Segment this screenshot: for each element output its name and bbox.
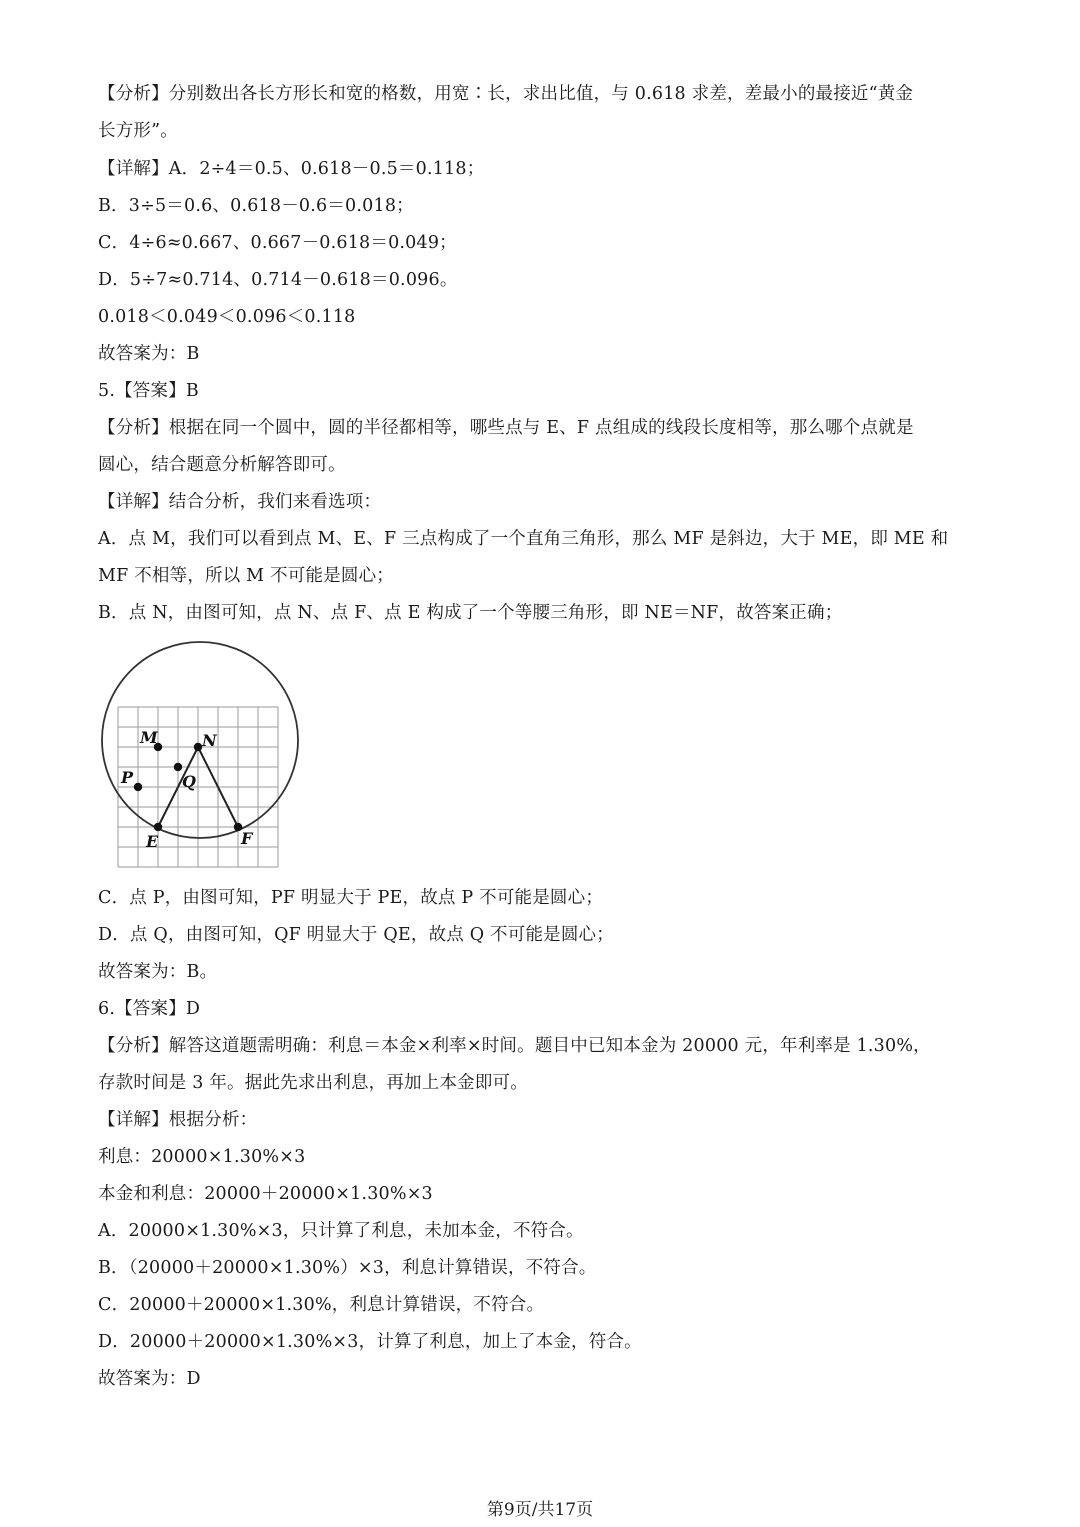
point-p [134,783,142,791]
line-7: 0.018＜0.049＜0.096＜0.118 [98,307,356,327]
line-14: MF 不相等，所以 M 不可能是圆心； [98,566,394,586]
line-5: C．4÷6≈0.667、0.667－0.618＝0.049； [98,233,457,253]
line-25: A．20000×1.30%×3，只计算了利息，未加本金，不符合。 [98,1221,584,1241]
circle [102,642,298,838]
line-1: 【分析】分别数出各长方形长和宽的格数，用宽∶长，求出比值，与 0.618 求差，差最小的最接近“黄金 [98,84,914,104]
line-13: A．点 M，我们可以看到点 M、E、F 三点构成了一个直角三角形，那么 MF 是斜边，大于 ME，即 ME 和 [98,529,949,549]
line-23: 利息：20000×1.30%×3 [98,1147,306,1167]
line-8: 故答案为：B [98,344,200,364]
point-q [174,763,182,771]
label-e: E [146,832,159,851]
label-m: M [140,728,158,747]
line-16: C．点 P，由图可知，PF 明显大于 PE，故点 P 不可能是圆心； [98,888,604,908]
line-10: 【分析】根据在同一个圆中，圆的半径都相等，哪些点与 E、F 点组成的线段长度相等，那么哪个点就是 [98,418,914,438]
line-2: 长方形”。 [98,121,178,141]
line-15: B．点 N，由图可知，点 N、点 F、点 E 构成了一个等腰三角形，即 NE＝NF，故答案正确； [98,603,843,623]
line-3: 【详解】A．2÷4＝0.5、0.618－0.5＝0.118； [98,159,485,179]
point-n [194,743,202,751]
line-9: 5.【答案】B [98,381,199,401]
line-22: 【详解】根据分析： [98,1110,258,1130]
line-6: D．5÷7≈0.714、0.714－0.618＝0.096。 [98,270,458,290]
label-n: N [202,731,217,750]
label-f: F [241,829,253,848]
line-21: 存款时间是 3 年。据此先求出利息，再加上本金即可。 [98,1073,528,1093]
line-11: 圆心，结合题意分析解答即可。 [98,455,346,475]
line-29: 故答案为：D [98,1369,201,1389]
line-19: 6.【答案】D [98,999,201,1019]
point-e [154,823,162,831]
line-24: 本金和利息：20000＋20000×1.30%×3 [98,1184,433,1204]
circle-grid-figure [98,640,308,875]
label-p: P [121,768,134,787]
line-27: C．20000＋20000×1.30%，利息计算错误，不符合。 [98,1295,545,1315]
line-18: 故答案为：B。 [98,962,218,982]
label-q: Q [182,772,196,791]
line-26: B．（20000＋20000×1.30%）×3，利息计算错误，不符合。 [98,1258,597,1278]
page-footer: 第9页/共17页 [486,1500,594,1520]
line-28: D．20000＋20000×1.30%×3，计算了利息，加上了本金，符合。 [98,1332,642,1352]
line-12: 【详解】结合分析，我们来看选项： [98,492,382,512]
line-20: 【分析】解答这道题需明确：利息＝本金×利率×时间。题目中已知本金为 20000 元，年利率是 1.30%， [98,1036,931,1056]
line-4: B．3÷5＝0.6、0.618－0.6＝0.018； [98,196,414,216]
line-17: D．点 Q，由图可知，QF 明显大于 QE，故点 Q 不可能是圆心； [98,925,614,945]
